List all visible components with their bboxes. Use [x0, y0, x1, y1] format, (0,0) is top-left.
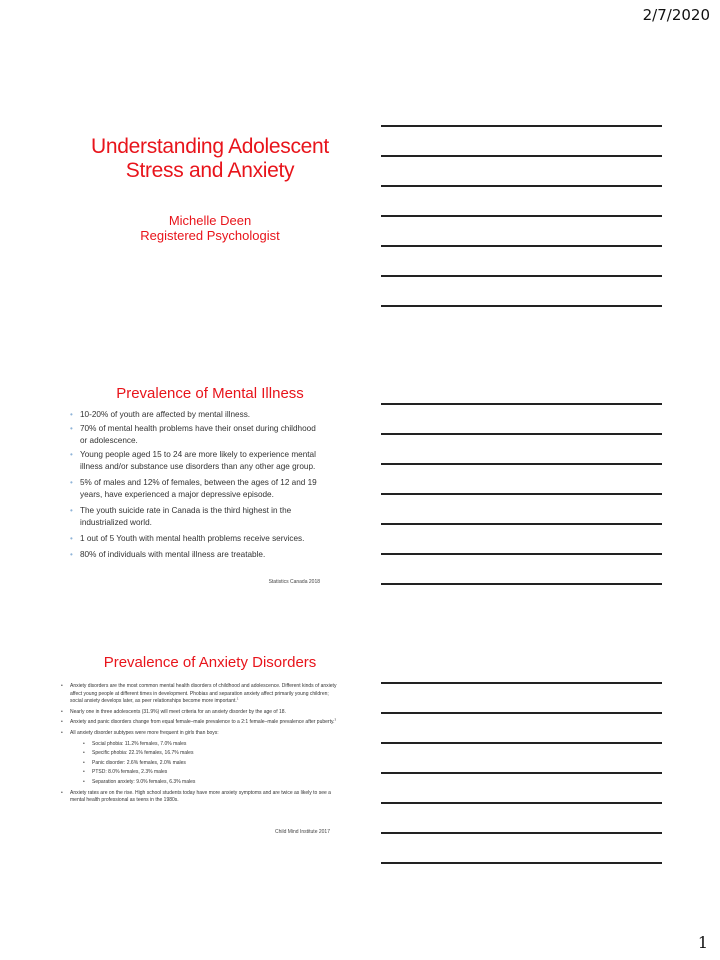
title-line: Understanding Adolescent — [91, 135, 329, 158]
note-line — [381, 433, 662, 435]
slide-mental-illness — [60, 385, 360, 585]
note-line — [381, 712, 662, 714]
page-number: 1 — [697, 933, 708, 952]
note-line — [381, 245, 662, 247]
note-line — [381, 832, 662, 834]
bullet-list — [60, 409, 360, 561]
presenter-name: Michelle Deen — [168, 213, 252, 228]
note-line — [381, 553, 662, 555]
note-line — [381, 583, 662, 585]
note-line — [381, 523, 662, 525]
note-line — [381, 772, 662, 774]
footnote-ref: 3 — [334, 717, 337, 722]
note-line — [381, 185, 662, 187]
bullet-item: • Young people aged 15 to 24 are more likely to experience mental illness and/or substance use disorders than any other age group. — [70, 449, 320, 473]
bullet-item — [60, 683, 340, 706]
note-line — [381, 802, 662, 804]
note-line — [381, 742, 662, 744]
slide-source: Statistics Canada 2018 — [268, 579, 320, 585]
sub-bullet-item: • Specific phobia: 22.1% females, 16.7% males — [82, 750, 332, 758]
slide-title-slide — [60, 135, 360, 335]
note-line — [381, 215, 662, 217]
slide-anxiety-disorders — [60, 654, 360, 835]
bullet-item: • 80% of individuals with mental illness are treatable. — [70, 549, 320, 561]
slide-title — [60, 135, 360, 183]
bullet-item — [60, 790, 340, 805]
slide-title: Prevalence of Mental Illness — [116, 385, 304, 402]
sub-bullet-item: • Separation anxiety: 9.0% females, 6.3% males — [82, 779, 332, 787]
bullet-item — [60, 730, 340, 787]
bullet-item: • 1 out of 5 Youth with mental health problems receive services. — [70, 533, 320, 545]
bullet-item: • 5% of males and 12% of females, between the ages of 12 and 19 years, have experienced a major depressive episode. — [70, 477, 320, 501]
note-line — [381, 862, 662, 864]
sub-bullet-list — [70, 741, 340, 787]
bullet-item: • 10-20% of youth are affected by mental illness. — [70, 409, 320, 421]
note-line — [381, 275, 662, 277]
note-line — [381, 305, 662, 307]
bullet-item — [60, 709, 340, 717]
presenter-role: Registered Psychologist — [140, 228, 280, 243]
bullet-list — [60, 683, 360, 805]
bullet-item: • 70% of mental health problems have their onset during childhood or adolescence. — [70, 423, 320, 447]
bullet-text: Anxiety and panic disorders change from equal female–male prevalence to a 2:1 female–male prevalence after puberty. — [70, 719, 335, 726]
note-line — [381, 463, 662, 465]
note-line — [381, 125, 662, 127]
bullet-text: Nearly one in three adolescents (31.9%) will meet criteria for an anxiety disorder by the age of 18. — [70, 708, 286, 715]
note-line — [381, 493, 662, 495]
sub-bullet-item: • Panic disorder: 2.6% females, 2.0% males — [82, 760, 332, 768]
bullet-text: Anxiety disorders are the most common mental health disorders of childhood and adolescence. Different kinds of anxiety affect young people at different times in development. Phobias and separation anxiety affect primarily young children; social anxiety develops later, as peer relationships become more important. — [70, 683, 337, 705]
header-date: 2/7/2020 — [642, 6, 710, 24]
bullet-item: • The youth suicide rate in Canada is the third highest in the industrialized world. — [70, 505, 320, 529]
sub-bullet-item: • Social phobia: 11.2% females, 7.0% males — [82, 741, 332, 749]
bullet-text: All anxiety disorder subtypes were more frequent in girls than boys: — [70, 729, 219, 736]
bullet-item — [60, 719, 340, 727]
note-line — [381, 155, 662, 157]
footnote-ref: 1 — [236, 696, 239, 701]
sub-bullet-item: • PTSD: 8.0% females, 2.3% males — [82, 769, 332, 777]
slide-source: Child Mind Institute 2017 — [274, 828, 330, 835]
title-line: Stress and Anxiety — [125, 159, 295, 182]
slide-title: Prevalence of Anxiety Disorders — [103, 654, 317, 671]
bullet-text: Anxiety rates are on the rise. High school students today have more anxiety symptoms and are twice as likely to see a mental health professional as teens in the 1980s. — [70, 789, 331, 804]
slide-subtitle — [60, 213, 360, 243]
note-line — [381, 403, 662, 405]
note-line — [381, 682, 662, 684]
